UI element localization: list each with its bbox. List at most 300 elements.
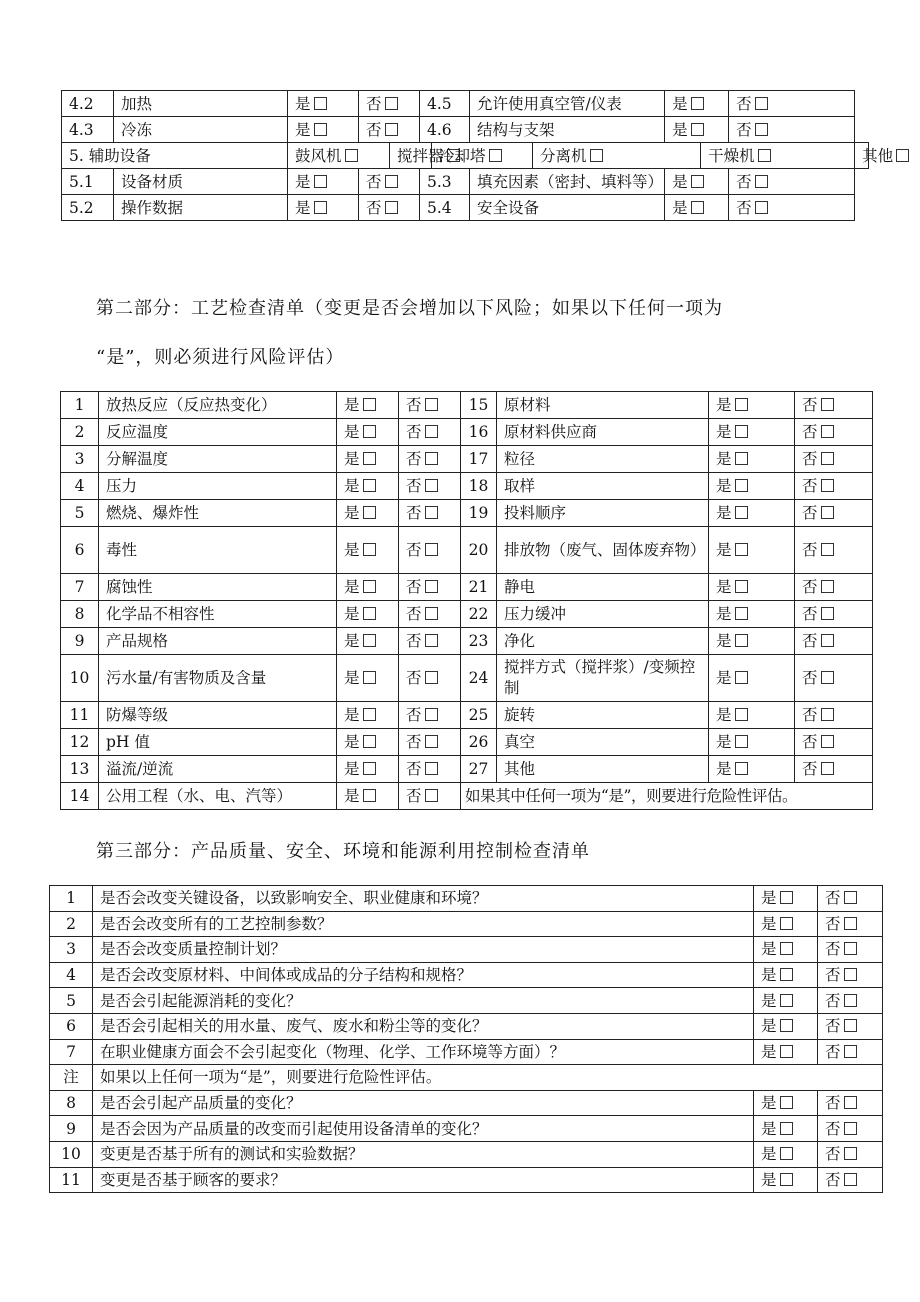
no-option-label: 否 bbox=[736, 94, 752, 113]
item-number: 18 bbox=[461, 473, 497, 500]
no-option bbox=[818, 1116, 883, 1142]
no-option-label: 否 bbox=[825, 1145, 841, 1164]
yes-option-checkbox[interactable] bbox=[780, 1173, 793, 1186]
yes-option bbox=[288, 91, 359, 117]
item-text: 腐蚀性 bbox=[99, 574, 337, 601]
yes-option-label: 是 bbox=[716, 541, 732, 559]
yes-option-checkbox[interactable] bbox=[363, 425, 376, 438]
no-option bbox=[818, 886, 883, 912]
no-option-checkbox[interactable] bbox=[821, 735, 834, 748]
no-option-label: 否 bbox=[825, 940, 841, 959]
yes-option-label: 是 bbox=[716, 632, 732, 650]
no-option-checkbox[interactable] bbox=[821, 634, 834, 647]
yes-option-label: 是 bbox=[716, 477, 732, 495]
yes-option bbox=[754, 937, 818, 963]
yes-option-label: 是 bbox=[761, 1170, 777, 1189]
yes-option-checkbox[interactable] bbox=[780, 1147, 793, 1160]
yes-option-checkbox[interactable] bbox=[691, 97, 704, 110]
no-option-label: 否 bbox=[406, 504, 422, 522]
yes-option bbox=[709, 473, 795, 500]
no-option-checkbox[interactable] bbox=[425, 398, 438, 411]
part3-table bbox=[49, 885, 883, 1193]
yes-option-label: 是 bbox=[344, 632, 360, 650]
no-option-checkbox[interactable] bbox=[821, 425, 834, 438]
no-option-label: 否 bbox=[825, 1119, 841, 1138]
note-label: 注 bbox=[50, 1065, 93, 1091]
no-option-label: 否 bbox=[406, 396, 422, 414]
yes-option-checkbox[interactable] bbox=[363, 607, 376, 620]
no-option-checkbox[interactable] bbox=[425, 789, 438, 802]
no-option-checkbox[interactable] bbox=[755, 123, 768, 136]
yes-option-checkbox[interactable] bbox=[735, 671, 748, 684]
no-option-label: 否 bbox=[802, 760, 818, 778]
yes-option-checkbox[interactable] bbox=[780, 1096, 793, 1109]
yes-option-checkbox[interactable] bbox=[691, 175, 704, 188]
no-option-label: 否 bbox=[825, 1042, 841, 1061]
yes-option-checkbox[interactable] bbox=[735, 634, 748, 647]
item-number: 23 bbox=[461, 628, 497, 655]
no-option-checkbox[interactable] bbox=[755, 201, 768, 214]
table-row bbox=[61, 500, 873, 527]
no-option-checkbox[interactable] bbox=[425, 452, 438, 465]
no-option-checkbox[interactable] bbox=[821, 762, 834, 775]
yes-option-label: 是 bbox=[716, 423, 732, 441]
no-option bbox=[795, 729, 873, 756]
yes-option-checkbox[interactable] bbox=[780, 968, 793, 981]
aux-option-checkbox[interactable] bbox=[345, 149, 358, 162]
auxiliary-equipment-row bbox=[62, 143, 869, 169]
table-row bbox=[61, 756, 873, 783]
no-option-checkbox[interactable] bbox=[425, 671, 438, 684]
yes-option-checkbox[interactable] bbox=[780, 917, 793, 930]
no-option-checkbox[interactable] bbox=[844, 891, 857, 904]
no-option-label: 否 bbox=[802, 632, 818, 650]
yes-option-checkbox[interactable] bbox=[363, 506, 376, 519]
yes-option-checkbox[interactable] bbox=[735, 607, 748, 620]
yes-option bbox=[337, 702, 399, 729]
no-option-label: 否 bbox=[825, 1170, 841, 1189]
item-number: 5.3 bbox=[420, 169, 470, 195]
yes-option bbox=[665, 91, 729, 117]
no-option-label: 否 bbox=[406, 760, 422, 778]
item-number: 25 bbox=[461, 702, 497, 729]
item-number: 27 bbox=[461, 756, 497, 783]
no-option-checkbox[interactable] bbox=[385, 97, 398, 110]
yes-option bbox=[288, 195, 359, 221]
yes-option-checkbox[interactable] bbox=[363, 708, 376, 721]
yes-option-checkbox[interactable] bbox=[363, 452, 376, 465]
yes-option bbox=[665, 169, 729, 195]
no-option-checkbox[interactable] bbox=[755, 175, 768, 188]
yes-option-label: 是 bbox=[295, 94, 311, 113]
no-option-label: 否 bbox=[366, 172, 382, 191]
no-option-checkbox[interactable] bbox=[821, 543, 834, 556]
yes-option-label: 是 bbox=[344, 477, 360, 495]
no-option-checkbox[interactable] bbox=[385, 201, 398, 214]
yes-option-label: 是 bbox=[344, 396, 360, 414]
no-option bbox=[795, 702, 873, 729]
no-option-label: 否 bbox=[802, 733, 818, 751]
item-number: 12 bbox=[61, 729, 99, 756]
yes-option-label: 是 bbox=[344, 706, 360, 724]
no-option-checkbox[interactable] bbox=[821, 607, 834, 620]
item-text: 安全设备 bbox=[470, 195, 665, 221]
no-option-checkbox[interactable] bbox=[844, 942, 857, 955]
yes-option bbox=[337, 655, 399, 702]
yes-option bbox=[754, 1167, 818, 1193]
aux-option-label: 干燥机 bbox=[708, 146, 755, 165]
no-option bbox=[359, 91, 420, 117]
no-option-label: 否 bbox=[825, 889, 841, 908]
no-option-checkbox[interactable] bbox=[425, 762, 438, 775]
no-option-label: 否 bbox=[406, 578, 422, 596]
part2-table bbox=[60, 391, 873, 810]
note-row bbox=[50, 1065, 883, 1091]
item-text: 结构与支架 bbox=[470, 117, 665, 143]
no-option-checkbox[interactable] bbox=[821, 580, 834, 593]
aux-option-checkbox[interactable] bbox=[758, 149, 771, 162]
yes-option-checkbox[interactable] bbox=[363, 580, 376, 593]
no-option-checkbox[interactable] bbox=[821, 708, 834, 721]
item-number: 13 bbox=[61, 756, 99, 783]
yes-option-checkbox[interactable] bbox=[735, 425, 748, 438]
table-row bbox=[61, 702, 873, 729]
yes-option bbox=[337, 628, 399, 655]
item-text: 操作数据 bbox=[114, 195, 288, 221]
yes-option-label: 是 bbox=[761, 889, 777, 908]
item-number: 17 bbox=[461, 446, 497, 473]
yes-option bbox=[665, 195, 729, 221]
yes-option-label: 是 bbox=[761, 966, 777, 985]
yes-option bbox=[754, 1116, 818, 1142]
aux-option-checkbox[interactable] bbox=[590, 149, 603, 162]
no-option-label: 否 bbox=[802, 450, 818, 468]
yes-option-checkbox[interactable] bbox=[314, 97, 327, 110]
item-text: 原材料 bbox=[497, 392, 709, 419]
yes-option-label: 是 bbox=[761, 1119, 777, 1138]
yes-option-checkbox[interactable] bbox=[363, 398, 376, 411]
table-row bbox=[50, 937, 883, 963]
no-option-label: 否 bbox=[802, 396, 818, 414]
item-text: 放热反应（反应热变化） bbox=[99, 392, 337, 419]
yes-option-checkbox[interactable] bbox=[780, 891, 793, 904]
item-text: 其他 bbox=[497, 756, 709, 783]
no-option-label: 否 bbox=[802, 706, 818, 724]
aux-option-label: 分离机 bbox=[540, 146, 587, 165]
item-text: 投料顺序 bbox=[497, 500, 709, 527]
aux-option bbox=[855, 143, 894, 169]
yes-option-label: 是 bbox=[672, 120, 688, 139]
yes-option bbox=[709, 628, 795, 655]
no-option-label: 否 bbox=[406, 605, 422, 623]
item-number: 5.4 bbox=[420, 195, 470, 221]
item-number: 10 bbox=[61, 655, 99, 702]
no-option-checkbox[interactable] bbox=[844, 1096, 857, 1109]
yes-option-checkbox[interactable] bbox=[363, 762, 376, 775]
no-option bbox=[399, 756, 461, 783]
no-option-checkbox[interactable] bbox=[821, 671, 834, 684]
yes-option bbox=[709, 392, 795, 419]
yes-option-checkbox[interactable] bbox=[363, 634, 376, 647]
yes-option bbox=[754, 1141, 818, 1167]
item-number: 11 bbox=[50, 1167, 93, 1193]
no-option bbox=[729, 195, 855, 221]
no-option bbox=[795, 392, 873, 419]
no-option-label: 否 bbox=[406, 450, 422, 468]
question-text: 在职业健康方面会不会引起变化（物理、化学、工作环境等方面）？ bbox=[93, 1039, 754, 1065]
item-number: 6 bbox=[50, 1013, 93, 1039]
no-option bbox=[818, 962, 883, 988]
yes-option bbox=[665, 117, 729, 143]
item-number: 15 bbox=[461, 392, 497, 419]
table-row bbox=[62, 195, 869, 221]
no-option-checkbox[interactable] bbox=[425, 543, 438, 556]
yes-option-checkbox[interactable] bbox=[691, 123, 704, 136]
item-number: 5 bbox=[50, 988, 93, 1014]
item-text: 燃烧、爆炸性 bbox=[99, 500, 337, 527]
no-option-checkbox[interactable] bbox=[844, 917, 857, 930]
item-number: 2 bbox=[61, 419, 99, 446]
note-text: 如果以上任何一项为“是”，则要进行危险性评估。 bbox=[93, 1065, 883, 1091]
yes-option bbox=[709, 419, 795, 446]
no-option-label: 否 bbox=[736, 172, 752, 191]
no-option-checkbox[interactable] bbox=[844, 994, 857, 1007]
no-option-checkbox[interactable] bbox=[821, 452, 834, 465]
item-number: 1 bbox=[61, 392, 99, 419]
question-text: 变更是否基于所有的测试和实验数据？ bbox=[93, 1141, 754, 1167]
item-text: 旋转 bbox=[497, 702, 709, 729]
yes-option-checkbox[interactable] bbox=[780, 994, 793, 1007]
yes-option-checkbox[interactable] bbox=[314, 175, 327, 188]
item-number: 11 bbox=[61, 702, 99, 729]
no-option bbox=[795, 601, 873, 628]
yes-option-checkbox[interactable] bbox=[780, 1045, 793, 1058]
no-option bbox=[399, 601, 461, 628]
no-option bbox=[399, 419, 461, 446]
part2-heading-cont: “是”，则必须进行风险评估） bbox=[96, 347, 345, 368]
yes-option bbox=[337, 500, 399, 527]
table-row bbox=[61, 574, 873, 601]
item-text: 原材料供应商 bbox=[497, 419, 709, 446]
no-option-label: 否 bbox=[802, 669, 818, 687]
yes-option bbox=[709, 756, 795, 783]
yes-option-checkbox[interactable] bbox=[363, 735, 376, 748]
yes-option-checkbox[interactable] bbox=[735, 543, 748, 556]
yes-option-checkbox[interactable] bbox=[314, 123, 327, 136]
no-option-label: 否 bbox=[406, 787, 422, 805]
no-option bbox=[818, 1141, 883, 1167]
yes-option-label: 是 bbox=[344, 787, 360, 805]
question-text: 是否会改变所有的工艺控制参数？ bbox=[93, 911, 754, 937]
item-number: 10 bbox=[50, 1141, 93, 1167]
part1-table bbox=[61, 90, 894, 221]
item-number: 6 bbox=[61, 527, 99, 574]
no-option-checkbox[interactable] bbox=[425, 425, 438, 438]
yes-option-checkbox[interactable] bbox=[735, 479, 748, 492]
yes-option-checkbox[interactable] bbox=[314, 201, 327, 214]
yes-option bbox=[337, 473, 399, 500]
item-text: 冷冻 bbox=[114, 117, 288, 143]
no-option-checkbox[interactable] bbox=[425, 634, 438, 647]
yes-option bbox=[288, 117, 359, 143]
no-option bbox=[795, 473, 873, 500]
no-option-checkbox[interactable] bbox=[844, 1122, 857, 1135]
item-number: 9 bbox=[50, 1116, 93, 1142]
no-option bbox=[399, 655, 461, 702]
no-option bbox=[818, 1013, 883, 1039]
question-text: 是否会改变关键设备，以致影响安全、职业健康和环境？ bbox=[93, 886, 754, 912]
yes-option-label: 是 bbox=[344, 504, 360, 522]
no-option bbox=[399, 702, 461, 729]
yes-option-label: 是 bbox=[716, 669, 732, 687]
yes-option bbox=[709, 500, 795, 527]
yes-option-checkbox[interactable] bbox=[363, 543, 376, 556]
yes-option bbox=[754, 1013, 818, 1039]
yes-option-label: 是 bbox=[716, 578, 732, 596]
yes-option-label: 是 bbox=[761, 1017, 777, 1036]
yes-option-label: 是 bbox=[672, 198, 688, 217]
no-option-checkbox[interactable] bbox=[844, 1019, 857, 1032]
no-option-checkbox[interactable] bbox=[844, 1147, 857, 1160]
question-text: 变更是否基于顾客的要求？ bbox=[93, 1167, 754, 1193]
item-number: 4 bbox=[61, 473, 99, 500]
item-number: 8 bbox=[61, 601, 99, 628]
no-option-checkbox[interactable] bbox=[844, 1173, 857, 1186]
yes-option bbox=[709, 729, 795, 756]
no-option bbox=[795, 756, 873, 783]
item-text: 静电 bbox=[497, 574, 709, 601]
item-number: 3 bbox=[61, 446, 99, 473]
no-option bbox=[399, 500, 461, 527]
no-option-checkbox[interactable] bbox=[821, 398, 834, 411]
table-row bbox=[50, 1141, 883, 1167]
no-option-checkbox[interactable] bbox=[385, 175, 398, 188]
no-option-checkbox[interactable] bbox=[425, 479, 438, 492]
no-option bbox=[399, 446, 461, 473]
no-option-checkbox[interactable] bbox=[821, 506, 834, 519]
table-row bbox=[61, 655, 873, 702]
item-number: 7 bbox=[50, 1039, 93, 1065]
aux-option-checkbox[interactable] bbox=[896, 149, 909, 162]
item-text: pH 值 bbox=[99, 729, 337, 756]
item-text: 压力缓冲 bbox=[497, 601, 709, 628]
yes-option-checkbox[interactable] bbox=[363, 789, 376, 802]
no-option bbox=[359, 117, 420, 143]
yes-option-label: 是 bbox=[344, 423, 360, 441]
yes-option-checkbox[interactable] bbox=[780, 942, 793, 955]
yes-option-checkbox[interactable] bbox=[735, 762, 748, 775]
no-option-label: 否 bbox=[802, 605, 818, 623]
no-option-label: 否 bbox=[825, 966, 841, 985]
no-option bbox=[399, 783, 461, 810]
no-option bbox=[359, 195, 420, 221]
table-row bbox=[61, 628, 873, 655]
yes-option-checkbox[interactable] bbox=[363, 671, 376, 684]
no-option-checkbox[interactable] bbox=[821, 479, 834, 492]
no-option-checkbox[interactable] bbox=[844, 968, 857, 981]
no-option bbox=[818, 911, 883, 937]
yes-option-checkbox[interactable] bbox=[780, 1019, 793, 1032]
no-option bbox=[399, 574, 461, 601]
item-text: 允许使用真空管/仪表 bbox=[470, 91, 665, 117]
aux-option-label: 搅拌器 bbox=[397, 146, 444, 165]
no-option-checkbox[interactable] bbox=[425, 506, 438, 519]
table-row bbox=[61, 419, 873, 446]
question-text: 是否会引起能源消耗的变化？ bbox=[93, 988, 754, 1014]
table-row bbox=[61, 473, 873, 500]
table-row bbox=[61, 446, 873, 473]
table-row bbox=[50, 1039, 883, 1065]
no-option bbox=[399, 628, 461, 655]
yes-option-checkbox[interactable] bbox=[735, 452, 748, 465]
table-row bbox=[50, 962, 883, 988]
no-option-checkbox[interactable] bbox=[425, 735, 438, 748]
item-number: 20 bbox=[461, 527, 497, 574]
item-number: 22 bbox=[461, 601, 497, 628]
item-text: 加热 bbox=[114, 91, 288, 117]
no-option-checkbox[interactable] bbox=[844, 1045, 857, 1058]
no-option-label: 否 bbox=[825, 1017, 841, 1036]
yes-option-checkbox[interactable] bbox=[735, 580, 748, 593]
yes-option-checkbox[interactable] bbox=[691, 201, 704, 214]
no-option bbox=[795, 655, 873, 702]
no-option-checkbox[interactable] bbox=[755, 97, 768, 110]
no-option bbox=[795, 446, 873, 473]
part2-heading: 第二部分：工艺检查清单（变更是否会增加以下风险；如果以下任何一项为 bbox=[96, 298, 723, 319]
yes-option-label: 是 bbox=[716, 733, 732, 751]
item-number: 4.5 bbox=[420, 91, 470, 117]
yes-option bbox=[337, 392, 399, 419]
yes-option-checkbox[interactable] bbox=[735, 398, 748, 411]
item-number: 26 bbox=[461, 729, 497, 756]
yes-option-checkbox[interactable] bbox=[735, 735, 748, 748]
no-option bbox=[399, 729, 461, 756]
no-option-checkbox[interactable] bbox=[385, 123, 398, 136]
table-row bbox=[50, 911, 883, 937]
aux-option bbox=[432, 143, 533, 169]
yes-option-label: 是 bbox=[761, 914, 777, 933]
yes-option bbox=[337, 756, 399, 783]
item-text: 溢流/逆流 bbox=[99, 756, 337, 783]
yes-option-checkbox[interactable] bbox=[735, 506, 748, 519]
no-option bbox=[818, 1090, 883, 1116]
no-option bbox=[795, 419, 873, 446]
yes-option-label: 是 bbox=[716, 605, 732, 623]
yes-option bbox=[754, 988, 818, 1014]
yes-option bbox=[337, 574, 399, 601]
yes-option-checkbox[interactable] bbox=[780, 1122, 793, 1135]
no-option bbox=[399, 527, 461, 574]
yes-option-checkbox[interactable] bbox=[735, 708, 748, 721]
no-option-label: 否 bbox=[802, 541, 818, 559]
item-number: 21 bbox=[461, 574, 497, 601]
no-option bbox=[795, 527, 873, 574]
yes-option-label: 是 bbox=[672, 172, 688, 191]
item-text: 填充因素（密封、填料等） bbox=[470, 169, 665, 195]
question-text: 是否会引起产品质量的变化？ bbox=[93, 1090, 754, 1116]
no-option-checkbox[interactable] bbox=[425, 708, 438, 721]
no-option bbox=[399, 473, 461, 500]
yes-option-checkbox[interactable] bbox=[363, 479, 376, 492]
aux-option-checkbox[interactable] bbox=[489, 149, 502, 162]
item-text: 压力 bbox=[99, 473, 337, 500]
yes-option-label: 是 bbox=[344, 669, 360, 687]
no-option-checkbox[interactable] bbox=[425, 580, 438, 593]
table-row bbox=[50, 988, 883, 1014]
item-number: 4.3 bbox=[62, 117, 114, 143]
no-option-checkbox[interactable] bbox=[425, 607, 438, 620]
yes-option-label: 是 bbox=[295, 198, 311, 217]
